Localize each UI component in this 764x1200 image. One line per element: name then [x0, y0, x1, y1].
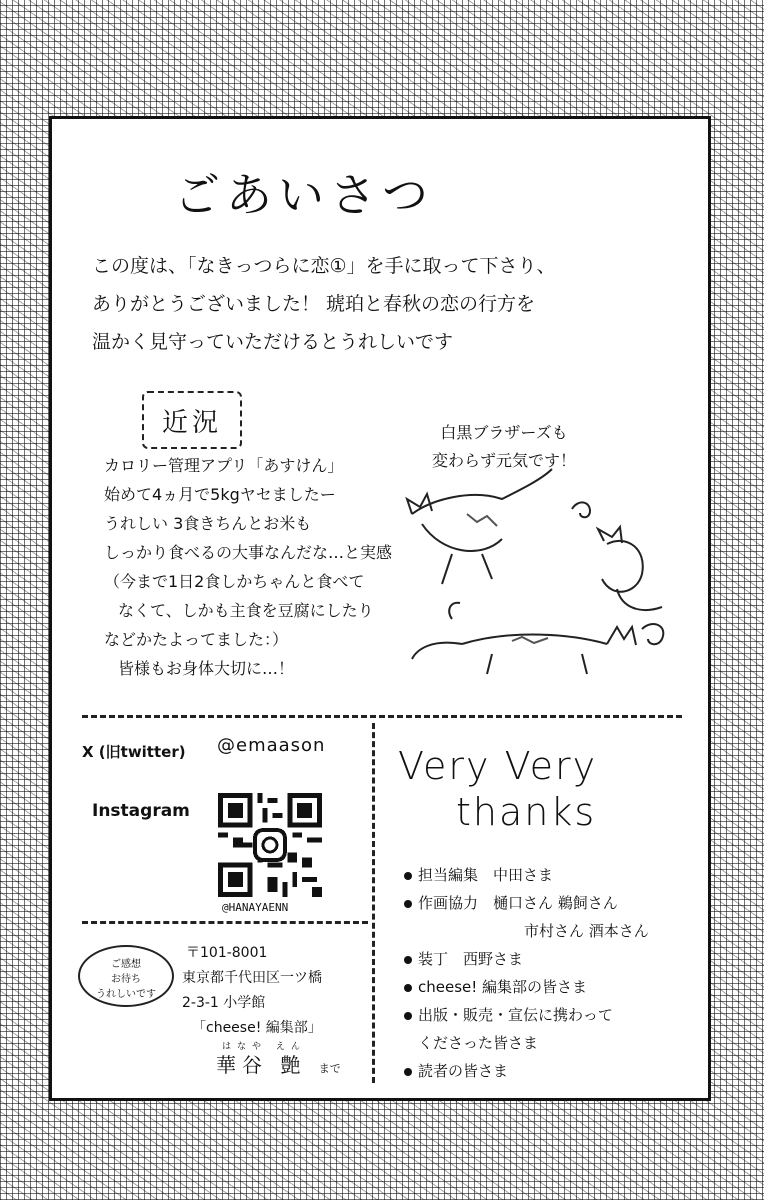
- letter-bubble: [78, 945, 174, 1007]
- address-line: 〒101-8001: [186, 945, 268, 961]
- address-line: 「cheese! 編集部」: [192, 1020, 322, 1036]
- thanks-item: 担当編集 中田さま: [404, 861, 649, 889]
- thanks-item: 出版・販売・宣伝に携わって: [404, 1001, 649, 1029]
- divider: [372, 723, 375, 1083]
- afterword-panel: [49, 116, 711, 1101]
- news-line: なくて、しかも主食を豆腐にしたり: [118, 601, 374, 620]
- thanks-item: cheese! 編集部の皆さま: [404, 973, 649, 1001]
- divider: [82, 715, 682, 718]
- thanks-title-line: thanks: [456, 790, 597, 834]
- greeting-title: ごあいさつ: [174, 168, 434, 222]
- cat-caption-line: 変わらず元気です！: [432, 451, 577, 470]
- bubble-line: うれしいです: [96, 989, 156, 1000]
- bubble-line: お待ち: [111, 974, 141, 985]
- thanks-item: 装丁 西野さま: [404, 945, 649, 973]
- news-text: [104, 451, 392, 683]
- instagram-label: Instagram: [92, 801, 190, 821]
- bubble-line: ご感想: [111, 959, 141, 970]
- news-line: 皆様もお身体大切に…！: [118, 659, 295, 678]
- bullet-icon: [404, 900, 412, 908]
- thanks-title-line: Very Very: [398, 744, 598, 788]
- bullet-icon: [404, 1012, 412, 1020]
- greeting-text: [92, 247, 682, 361]
- greeting-line: この度は、「なきっつらに恋①」を手に取って下さり、: [92, 255, 556, 277]
- instagram-handle: @HANAYAENN: [222, 901, 289, 914]
- news-line: しっかり食べるの大事なんだな…と実感: [104, 543, 393, 562]
- address-line: 2-3-1 小学館: [182, 995, 266, 1011]
- thanks-list: [404, 861, 649, 1085]
- author-name-suffix: まで: [318, 1062, 341, 1075]
- thanks-item: 読者の皆さま: [404, 1057, 649, 1085]
- x-label: X (旧twitter): [82, 743, 186, 761]
- address-line: 東京都千代田区一ツ橋: [182, 970, 322, 986]
- thanks-item: 作画協力 樋口さん 鵜飼さん: [404, 889, 649, 917]
- news-line: カロリー管理アプリ「あすけん」: [104, 456, 344, 475]
- bullet-icon: [404, 956, 412, 964]
- author-name-text: 華谷 艶: [216, 1053, 307, 1077]
- greeting-line: ありがとうございました！ 琥珀と春秋の恋の行方を: [92, 293, 536, 315]
- bullet-icon: [404, 872, 412, 880]
- news-line: などかたよってました：）: [104, 630, 289, 649]
- divider: [82, 921, 368, 924]
- author-name: [182, 1053, 341, 1081]
- thanks-item: 市村さん 酒本さん: [524, 922, 649, 940]
- greeting-line: 温かく見守っていただけるとうれしいです: [92, 331, 454, 353]
- author-name-ruby: はなや えん: [222, 1042, 306, 1052]
- mailing-address: [182, 941, 341, 1081]
- thanks-item: くださった皆さま: [418, 1034, 539, 1052]
- instagram-qr-code[interactable]: [218, 793, 322, 897]
- thanks-title: [398, 743, 597, 835]
- x-handle[interactable]: @emaason: [217, 735, 326, 756]
- news-line: （今まで1日2食しかちゃんと食べて: [104, 572, 365, 591]
- news-heading: 近況: [142, 391, 242, 449]
- cat-caption-line: 白黒ブラザーズも: [440, 423, 568, 442]
- news-line: うれしい 3食きちんとお米も: [104, 514, 312, 533]
- cats-illustration: [392, 459, 682, 679]
- news-line: 始めて4ヵ月で5kgヤセましたー: [104, 485, 336, 504]
- bullet-icon: [404, 984, 412, 992]
- bullet-icon: [404, 1068, 412, 1076]
